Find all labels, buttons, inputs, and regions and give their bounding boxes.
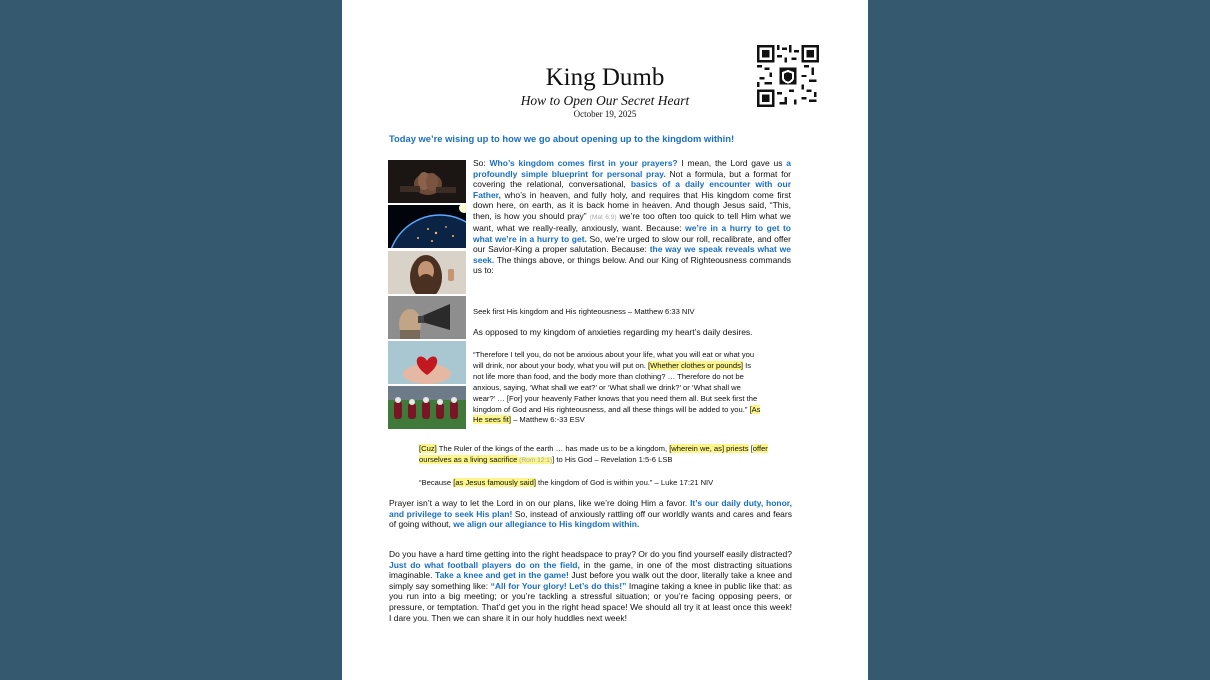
red-heart-hands-image [388,341,466,384]
document-page [342,0,868,680]
matthew-quote: “Therefore I tell you, do not be anxious about your life, what you will eat or what you will drink, nor about your body, what you will put on. [Whether clothes or pounds] Is not life more than food, and the body more than clothing? … Therefore do not be anxious, saying, ‘What shall we eat?’ or ‘What shall we drink?’ or ‘What shall we wear?’ … [For] your heavenly Father knows that you need them all. But seek first the kingdom of God and His righteousness, and all these things will be added to you.” [As He sees fit] – Matthew 6:-33 ESV [473,350,761,425]
opposed-line: As opposed to my kingdom of anxieties regarding my heart’s daily desires. [473,327,753,337]
paragraph-kingdom-first: So: Who’s kingdom comes first in your prayers? I mean, the Lord gave us a profoundly simple blueprint for personal pray. Not a formula, but a format for covering the relational, conversational, basics of a daily encounter with our Father, who’s in heaven, and fully holy, and requires that His kingdom come first down here, on earth, as it is back home in heaven. And though Jesus said, “This, then, is how you should pray” (Mat 6:9) we’re too often too quick to tell Him what we want, what we really-really, anxiously, want. Because: we’re in a hurry to get to what we’re in a hurry to get. So, we’re urged to slow our roll, recalibrate, and offer our Savior-King a proper salutation. Because: the way we speak reveals what we seek. The things above, or things below. And our King of Righteousness commands us to: [473,158,792,276]
jesus-portrait-image [388,251,466,294]
qr-code [757,45,819,107]
image-column [388,160,466,432]
seek-first-verse: Seek first His kingdom and His righteousness – Matthew 6:33 NIV [473,307,695,316]
earth-from-space-image [388,205,466,248]
document-date: October 19, 2025 [573,109,637,119]
football-players-kneeling-image [388,386,466,429]
paragraph-prayer: Prayer isn’t a way to let the Lord in on our plans, like we’re doing Him a favor. It’s our daily duty, honor, and privilege to seek His plan! So, instead of anxiously rattling off our worldly wants and cares and fears of going without, we align our allegiance to His kingdom within. [389,498,792,530]
paragraph-take-a-knee: Do you have a hard time getting into the right headspace to pray? Or do you find yourself easily distracted? Just do what football players do on the field, in the game, in one of the most distracting situations imaginable. Take a knee and get in the game! Just before you walk out the door, literally take a knee and simply say something like: “All for Your glory! Let’s do this!” Imagine taking a knee in public like that: as you run into a big meeting; or you’re tackling a stressful situation; or you’re facing opposing peers, or pressure, or temptation. That’d get you in the right head space! We should all try it at least once this week! I dare you. Then we can share it in our holy huddles next week! [389,549,793,623]
document-title: King Dumb [545,64,665,91]
intro-heading: Today we’re wising up to how we go about opening up to the kingdom within! [389,133,735,144]
revelation-quote: [Cuz] The Ruler of the kings of the earth … has made us to be a kingdom, [wherein we, as] priests [offer ourselves as a living sacrifice (Rom 12:1)] to His God – Revelation 1:5-6 LSB [419,444,768,464]
praying-hands-image [388,160,466,203]
luke-quote: “Because [as Jesus famously said] the kingdom of God is within you.” – Luke 17:21 NIV [419,478,714,487]
document-subtitle: How to Open Our Secret Heart [520,93,690,108]
megaphone-person-image [388,296,466,339]
